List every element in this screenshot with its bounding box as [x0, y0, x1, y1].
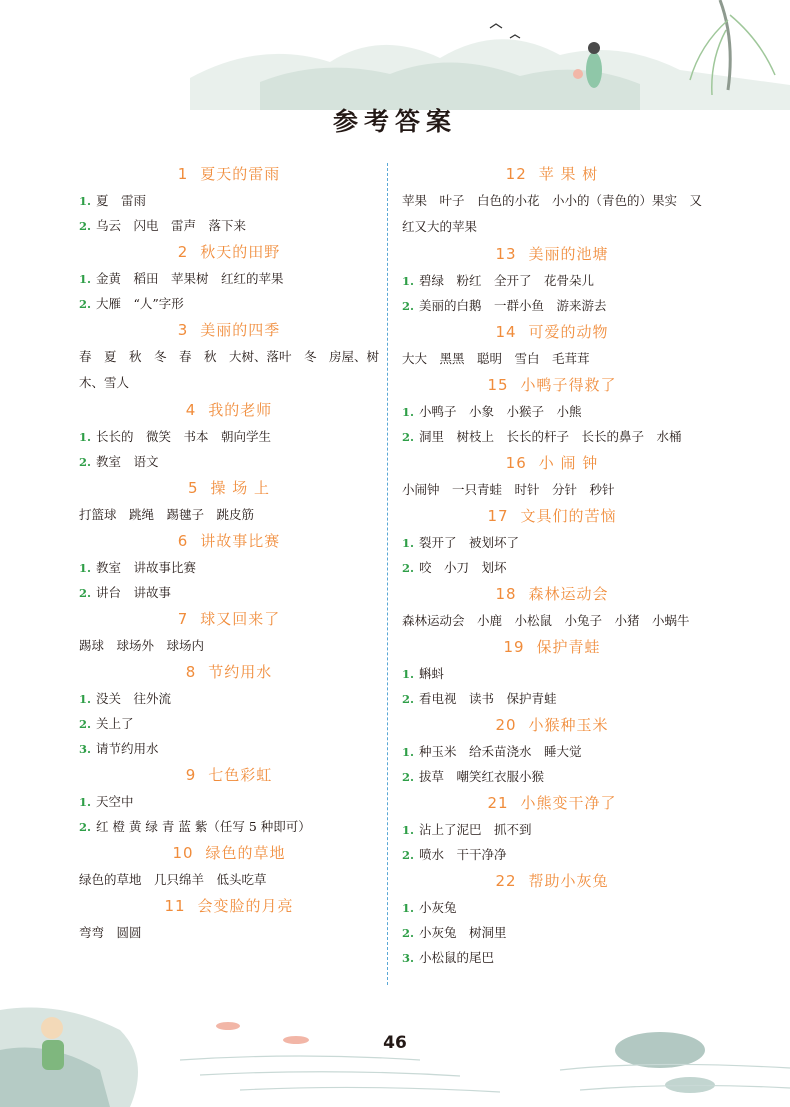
lesson-title: [402, 449, 702, 477]
right-answer-column: [402, 160, 702, 970]
lesson-number: 12: [505, 165, 527, 183]
answer-text: 裂开了 被划坏了: [419, 535, 520, 550]
lesson-name: 小猴种玉米: [528, 716, 609, 734]
lesson-name: 节约用水: [208, 663, 273, 681]
answer-text: 大雁 “人”字形: [96, 296, 184, 311]
lesson-name: 操 场 上: [210, 479, 271, 497]
lesson-2: [79, 238, 379, 316]
answer-line: [402, 920, 702, 945]
item-number: 2.: [79, 820, 92, 834]
lesson-3: [79, 316, 379, 396]
answer-text: 踢球 球场外 球场内: [79, 638, 205, 653]
answer-line: [79, 449, 379, 474]
answer-line: [79, 789, 379, 814]
lesson-title: [402, 371, 702, 399]
answer-line: [402, 555, 702, 580]
answer-line: [79, 711, 379, 736]
item-number: 1.: [402, 667, 415, 681]
item-number: 2.: [79, 219, 92, 233]
answer-line: [79, 502, 379, 527]
answer-text: 小鸭子 小象 小猴子 小熊: [419, 404, 582, 419]
lesson-12: [402, 160, 702, 240]
lesson-number: 1: [177, 165, 189, 183]
answer-text: 沾上了泥巴 抓不到: [419, 822, 532, 837]
answer-line: [79, 555, 379, 580]
lesson-name: 苹 果 树: [538, 165, 599, 183]
item-number: 1.: [402, 823, 415, 837]
answer-line: [402, 895, 702, 920]
answer-line: [402, 399, 702, 424]
lesson-number: 20: [495, 716, 517, 734]
lesson-number: 15: [487, 376, 509, 394]
answer-text: 苹果 叶子 白色的小花 小小的（青色的）果实 又红又大的苹果: [402, 193, 702, 234]
lesson-number: 22: [495, 872, 517, 890]
answer-line: [402, 268, 702, 293]
answer-text: 喷水 干干净净: [419, 847, 507, 862]
lesson-number: 18: [495, 585, 517, 603]
item-number: 1.: [79, 692, 92, 706]
lesson-title: [79, 658, 379, 686]
answer-line: [402, 739, 702, 764]
lesson-7: [79, 605, 379, 658]
lesson-title: [79, 892, 379, 920]
lesson-name: 小熊变干净了: [520, 794, 617, 812]
lesson-name: 讲故事比赛: [200, 532, 281, 550]
item-number: 2.: [79, 586, 92, 600]
answer-text: 春 夏 秋 冬 春 秋 大树、落叶 冬 房屋、树木、雪人: [79, 349, 379, 390]
answer-text: 教室 讲故事比赛: [96, 560, 197, 575]
lesson-11: [79, 892, 379, 945]
lesson-number: 7: [177, 610, 189, 628]
answer-text: 碧绿 粉红 全开了 花骨朵儿: [419, 273, 595, 288]
item-number: 1.: [402, 536, 415, 550]
lesson-name: 绿色的草地: [205, 844, 286, 862]
item-number: 3.: [402, 951, 415, 965]
top-landscape-illustration: [0, 0, 790, 110]
lesson-name: 球又回来了: [200, 610, 281, 628]
lesson-title: [402, 711, 702, 739]
lesson-20: [402, 711, 702, 789]
item-number: 2.: [402, 692, 415, 706]
lesson-name: 我的老师: [208, 401, 273, 419]
lesson-10: [79, 839, 379, 892]
lesson-name: 会变脸的月亮: [197, 897, 294, 915]
item-number: 1.: [79, 430, 92, 444]
answer-text: 小灰兔 树洞里: [419, 925, 507, 940]
answer-line: [79, 580, 379, 605]
answer-line: [402, 608, 702, 633]
lesson-name: 夏天的雷雨: [200, 165, 281, 183]
item-number: 1.: [79, 795, 92, 809]
answer-line: [79, 920, 379, 945]
item-number: 2.: [79, 717, 92, 731]
item-number: 1.: [402, 901, 415, 915]
item-number: 2.: [402, 848, 415, 862]
lesson-title: [79, 761, 379, 789]
item-number: 1.: [79, 272, 92, 286]
lesson-number: 9: [185, 766, 197, 784]
lesson-title: [79, 160, 379, 188]
lesson-title: [402, 160, 702, 188]
lesson-name: 秋天的田野: [200, 243, 281, 261]
answer-line: [79, 867, 379, 892]
lesson-name: 帮助小灰兔: [528, 872, 609, 890]
answer-line: [402, 530, 702, 555]
lesson-name: 保护青蛙: [536, 638, 601, 656]
lesson-number: 11: [164, 897, 186, 915]
answer-text: 夏 雷雨: [96, 193, 147, 208]
lesson-title: [402, 318, 702, 346]
lesson-title: [79, 396, 379, 424]
answer-line: [79, 188, 379, 213]
lesson-name: 文具们的苦恼: [520, 507, 617, 525]
lesson-name: 小 闹 钟: [538, 454, 599, 472]
item-number: 2.: [79, 297, 92, 311]
item-number: 2.: [79, 455, 92, 469]
item-number: 1.: [79, 561, 92, 575]
answer-line: [402, 764, 702, 789]
answer-line: [402, 188, 702, 240]
lesson-number: 17: [487, 507, 509, 525]
lesson-title: [402, 580, 702, 608]
lesson-16: [402, 449, 702, 502]
answer-text: 请节约用水: [96, 741, 159, 756]
lesson-22: [402, 867, 702, 970]
lesson-title: [79, 238, 379, 266]
lesson-name: 可爱的动物: [528, 323, 609, 341]
answer-text: 小闹钟 一只青蛙 时针 分针 秒针: [402, 482, 615, 497]
lesson-21: [402, 789, 702, 867]
item-number: 2.: [402, 430, 415, 444]
lesson-title: [402, 789, 702, 817]
answer-text: 小灰兔: [419, 900, 457, 915]
lesson-15: [402, 371, 702, 449]
lesson-title: [402, 867, 702, 895]
page-number: 46: [383, 1033, 407, 1053]
lesson-18: [402, 580, 702, 633]
answer-text: 洞里 树枝上 长长的杆子 长长的鼻子 水桶: [419, 429, 682, 444]
answer-text: 讲台 讲故事: [96, 585, 172, 600]
answer-text: 拔草 嘲笑红衣服小猴: [419, 769, 545, 784]
answer-line: [402, 686, 702, 711]
answer-line: [402, 477, 702, 502]
answer-text: 天空中: [96, 794, 134, 809]
lesson-title: [402, 240, 702, 268]
answer-text: 大大 黑黑 聪明 雪白 毛茸茸: [402, 351, 590, 366]
lesson-number: 2: [177, 243, 189, 261]
lesson-13: [402, 240, 702, 318]
lesson-number: 4: [185, 401, 197, 419]
answer-line: [402, 817, 702, 842]
answer-text: 弯弯 圆圆: [79, 925, 142, 940]
lesson-number: 16: [505, 454, 527, 472]
answer-text: 长长的 微笑 书本 朝向学生: [96, 429, 272, 444]
answer-line: [402, 293, 702, 318]
item-number: 1.: [402, 274, 415, 288]
answer-line: [402, 661, 702, 686]
item-number: 2.: [402, 561, 415, 575]
item-number: 1.: [79, 194, 92, 208]
lesson-number: 13: [495, 245, 517, 263]
lesson-4: [79, 396, 379, 474]
answer-line: [79, 686, 379, 711]
item-number: 3.: [79, 742, 92, 756]
lesson-number: 6: [177, 532, 189, 550]
answer-text: 没关 往外流: [96, 691, 172, 706]
lesson-14: [402, 318, 702, 371]
answer-text: 乌云 闪电 雷声 落下来: [96, 218, 247, 233]
lesson-name: 美丽的四季: [200, 321, 281, 339]
lesson-number: 19: [503, 638, 525, 656]
answer-text: 打篮球 跳绳 踢毽子 跳皮筋: [79, 507, 255, 522]
lesson-8: [79, 658, 379, 761]
answer-text: 森林运动会 小鹿 小松鼠 小兔子 小猪 小蜗牛: [402, 613, 690, 628]
answer-line: [402, 945, 702, 970]
answer-text: 蝌蚪: [419, 666, 445, 681]
lesson-title: [79, 527, 379, 555]
item-number: 1.: [402, 405, 415, 419]
page-title: 参考答案: [332, 107, 457, 136]
lesson-name: 美丽的池塘: [528, 245, 609, 263]
lesson-9: [79, 761, 379, 839]
answer-line: [79, 291, 379, 316]
lesson-name: 小鸭子得救了: [520, 376, 617, 394]
lesson-number: 10: [172, 844, 194, 862]
answer-text: 关上了: [96, 716, 134, 731]
answer-line: [79, 344, 379, 396]
item-number: 2.: [402, 926, 415, 940]
column-divider: [387, 163, 388, 985]
lesson-number: 8: [185, 663, 197, 681]
lesson-number: 14: [495, 323, 517, 341]
lesson-number: 21: [487, 794, 509, 812]
answer-line: [79, 213, 379, 238]
answer-line: [402, 346, 702, 371]
lesson-title: [79, 605, 379, 633]
answer-line: [402, 424, 702, 449]
lesson-title: [79, 316, 379, 344]
item-number: 2.: [402, 770, 415, 784]
lesson-1: [79, 160, 379, 238]
answer-line: [79, 814, 379, 839]
answer-text: 红 橙 黄 绿 青 蓝 紫（任写 5 种即可）: [96, 819, 311, 834]
lesson-number: 3: [177, 321, 189, 339]
answer-text: 看电视 读书 保护青蛙: [419, 691, 557, 706]
answer-text: 咬 小刀 划坏: [419, 560, 507, 575]
item-number: 1.: [402, 745, 415, 759]
lesson-title: [79, 474, 379, 502]
lesson-5: [79, 474, 379, 527]
answer-line: [402, 842, 702, 867]
lesson-17: [402, 502, 702, 580]
lesson-title: [402, 502, 702, 530]
lesson-name: 七色彩虹: [208, 766, 273, 784]
answer-text: 金黄 稻田 苹果树 红红的苹果: [96, 271, 284, 286]
answer-text: 小松鼠的尾巴: [419, 950, 495, 965]
answer-line: [79, 424, 379, 449]
answer-line: [79, 266, 379, 291]
lesson-6: [79, 527, 379, 605]
answer-text: 教室 语文: [96, 454, 159, 469]
answer-text: 绿色的草地 几只绵羊 低头吃草: [79, 872, 267, 887]
answer-text: 种玉米 给禾苗浇水 睡大觉: [419, 744, 582, 759]
lesson-19: [402, 633, 702, 711]
item-number: 2.: [402, 299, 415, 313]
lesson-title: [79, 839, 379, 867]
lesson-number: 5: [187, 479, 199, 497]
answer-text: 美丽的白鹅 一群小鱼 游来游去: [419, 298, 607, 313]
lesson-title: [402, 633, 702, 661]
left-answer-column: [79, 160, 379, 945]
lesson-name: 森林运动会: [528, 585, 609, 603]
answer-line: [79, 633, 379, 658]
answer-line: [79, 736, 379, 761]
